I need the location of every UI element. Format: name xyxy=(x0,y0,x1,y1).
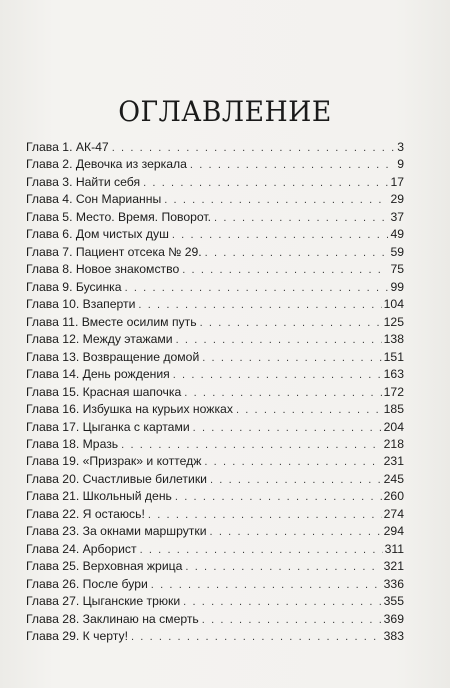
toc-entry xyxy=(26,453,404,470)
dot-leader xyxy=(112,140,396,157)
toc-page-number: 138 xyxy=(383,332,404,347)
dot-leader xyxy=(184,385,381,402)
toc-entry xyxy=(26,331,404,348)
toc-page-number: 185 xyxy=(383,402,404,417)
dot-leader xyxy=(138,297,381,314)
toc-page-number: 151 xyxy=(383,349,404,364)
toc-page-number: 37 xyxy=(390,209,404,224)
toc-chapter-title: Глава 26. После бури xyxy=(26,576,148,591)
toc-entry xyxy=(26,523,404,540)
toc-chapter-title: Глава 10. Взаперти xyxy=(26,297,136,312)
dot-leader xyxy=(131,629,382,646)
toc-page-number: 75 xyxy=(390,262,404,277)
toc-entry xyxy=(26,349,404,366)
toc-chapter-title: Глава 15. Красная шапочка xyxy=(26,384,182,399)
dot-leader xyxy=(140,542,383,559)
toc-entry xyxy=(26,384,404,401)
toc-page-number: 99 xyxy=(390,279,404,294)
toc-page-number: 311 xyxy=(384,541,404,556)
toc-chapter-title: Глава 9. Бусинка xyxy=(26,279,122,294)
toc-page-number: 17 xyxy=(390,174,404,189)
toc-chapter-title: Глава 22. Я остаюсь! xyxy=(26,506,145,521)
toc-entry xyxy=(26,506,404,523)
toc-chapter-title: Глава 7. Пациент отсека № 29. xyxy=(26,244,202,259)
toc-entry xyxy=(26,401,404,418)
toc-chapter-title: Глава 21. Школьный день xyxy=(26,489,172,504)
dot-leader xyxy=(125,280,389,297)
dot-leader xyxy=(204,454,381,471)
toc-chapter-title: Глава 18. Мразь xyxy=(26,436,119,451)
dot-leader xyxy=(173,367,382,384)
dot-leader xyxy=(190,157,395,174)
toc-page-number: 231 xyxy=(383,454,404,469)
toc-page-number: 260 xyxy=(383,489,404,504)
toc-page-number: 245 xyxy=(383,471,404,486)
table-of-contents xyxy=(26,139,404,646)
dot-leader xyxy=(193,420,382,437)
toc-chapter-title: Глава 2. Девочка из зеркала xyxy=(26,157,187,172)
toc-entry xyxy=(26,419,404,436)
dot-leader xyxy=(175,489,382,506)
toc-entry xyxy=(26,541,404,558)
dot-leader xyxy=(172,227,389,244)
dot-leader xyxy=(176,332,382,349)
toc-chapter-title: Глава 24. Арборист xyxy=(26,541,137,556)
dot-leader xyxy=(210,524,382,541)
dot-leader xyxy=(200,315,382,332)
toc-chapter-title: Глава 16. Избушка на курьих ножках xyxy=(26,402,233,417)
toc-page-number: 29 xyxy=(390,192,404,207)
toc-entry xyxy=(26,593,404,610)
toc-page-number: 336 xyxy=(383,576,404,591)
toc-chapter-title: Глава 17. Цыганка с картами xyxy=(26,419,190,434)
toc-page-number: 172 xyxy=(383,384,404,399)
toc-entry xyxy=(26,611,404,628)
toc-page-number: 125 xyxy=(383,314,404,329)
toc-chapter-title: Глава 14. День рождения xyxy=(26,367,170,382)
toc-page-number: 59 xyxy=(390,244,404,259)
toc-entry xyxy=(26,174,404,191)
toc-page-number: 355 xyxy=(383,594,404,609)
toc-page-number: 218 xyxy=(383,436,404,451)
toc-entry xyxy=(26,488,404,505)
toc-entry xyxy=(26,261,404,278)
toc-page-number: 383 xyxy=(383,629,404,644)
toc-entry xyxy=(26,139,404,156)
dot-leader xyxy=(121,437,382,454)
toc-chapter-title: Глава 11. Вместе осилим путь xyxy=(26,314,197,329)
toc-entry xyxy=(26,191,404,208)
toc-chapter-title: Глава 6. Дом чистых душ xyxy=(26,227,169,242)
dot-leader xyxy=(185,559,381,576)
toc-chapter-title: Глава 1. АК-47 xyxy=(26,140,109,154)
toc-chapter-title: Глава 4. Сон Марианны xyxy=(26,192,162,207)
toc-entry xyxy=(26,436,404,453)
toc-entry xyxy=(26,628,404,645)
dot-leader xyxy=(183,594,382,611)
toc-entry xyxy=(26,576,404,593)
toc-page-number: 3 xyxy=(397,140,404,154)
dot-leader xyxy=(202,350,381,367)
toc-chapter-title: Глава 29. К черту! xyxy=(26,629,128,644)
toc-page-number: 294 xyxy=(383,524,404,539)
dot-leader xyxy=(143,175,388,192)
toc-entry xyxy=(26,279,404,296)
toc-entry xyxy=(26,226,404,243)
page-title: ОГЛАВЛЕНИЕ xyxy=(118,94,332,128)
toc-entry xyxy=(26,209,404,226)
dot-leader xyxy=(148,507,382,524)
toc-chapter-title: Глава 12. Между этажами xyxy=(26,332,173,347)
toc-chapter-title: Глава 20. Счастливые билетики xyxy=(26,471,207,486)
dot-leader xyxy=(214,210,388,227)
toc-entry xyxy=(26,558,404,575)
toc-entry xyxy=(26,314,404,331)
toc-entry xyxy=(26,296,404,313)
dot-leader xyxy=(202,612,382,629)
dot-leader xyxy=(205,245,389,262)
toc-chapter-title: Глава 19. «Призрак» и коттедж xyxy=(26,454,202,469)
dot-leader xyxy=(236,402,382,419)
dot-leader xyxy=(151,577,382,594)
toc-page-number: 274 xyxy=(383,506,404,521)
toc-page-number: 163 xyxy=(383,367,404,382)
dot-leader xyxy=(210,472,382,489)
dot-leader xyxy=(182,262,388,279)
toc-page-number: 204 xyxy=(383,419,404,434)
toc-entry xyxy=(26,471,404,488)
toc-entry xyxy=(26,366,404,383)
toc-page-number: 369 xyxy=(383,611,404,626)
toc-entry xyxy=(26,244,404,261)
toc-chapter-title: Глава 3. Найти себя xyxy=(26,174,141,189)
toc-page-number: 104 xyxy=(383,297,404,312)
toc-chapter-title: Глава 27. Цыганские трюки xyxy=(26,594,181,609)
toc-entry xyxy=(26,156,404,173)
toc-page-number: 9 xyxy=(397,157,404,172)
toc-chapter-title: Глава 8. Новое знакомство xyxy=(26,262,180,277)
toc-page-number: 321 xyxy=(383,559,404,574)
toc-chapter-title: Глава 13. Возвращение домой xyxy=(26,349,200,364)
toc-chapter-title: Глава 5. Место. Время. Поворот. xyxy=(26,209,212,224)
toc-chapter-title: Глава 25. Верховная жрица xyxy=(26,559,183,574)
toc-chapter-title: Глава 28. Заклинаю на смерть xyxy=(26,611,199,626)
toc-chapter-title: Глава 23. За окнами маршрутки xyxy=(26,524,207,539)
dot-leader xyxy=(164,192,388,209)
toc-page-number: 49 xyxy=(390,227,404,242)
